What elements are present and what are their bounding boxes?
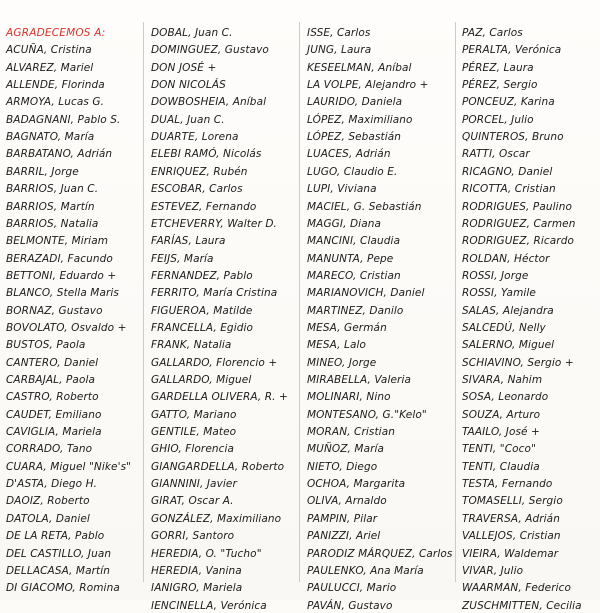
name-entry: DON NICOLÁS bbox=[151, 79, 226, 92]
acknowledgements-heading: AGRADECEMOS A: bbox=[6, 27, 106, 39]
name-entry: BELMONTE, Miriam bbox=[6, 235, 109, 248]
names-column-3 bbox=[307, 26, 457, 612]
name-entry: MARIANOVICH, Daniel bbox=[307, 287, 425, 300]
name-entry: FERRITO, María Cristina bbox=[151, 287, 278, 300]
name-entry: MAGGI, Diana bbox=[307, 217, 382, 230]
name-entry: MONTESANO, G."Kelo" bbox=[307, 408, 427, 421]
name-entry: BARRIOS, Martín bbox=[6, 200, 95, 213]
name-entry: MACIEL, G. Sebastián bbox=[307, 200, 422, 213]
name-entry: MANUNTA, Pepe bbox=[307, 252, 394, 265]
name-entry: ARMOYA, Lucas G. bbox=[6, 96, 105, 109]
name-entry: ROLDAN, Héctor bbox=[462, 252, 550, 265]
name-entry: SOSA, Leonardo bbox=[462, 391, 549, 404]
name-entry: GARDELLA OLIVERA, R. + bbox=[151, 391, 288, 404]
name-entry: MESA, Lalo bbox=[307, 339, 367, 352]
name-entry: TAAILO, José + bbox=[462, 426, 540, 439]
name-entry: ESCOBAR, Carlos bbox=[151, 183, 243, 196]
name-entry: GORRI, Santoro bbox=[151, 530, 235, 543]
name-entry: ALVAREZ, Mariel bbox=[6, 61, 94, 74]
name-entry: VALLEJOS, Cristian bbox=[462, 530, 561, 543]
name-entry: BOVOLATO, Osvaldo + bbox=[6, 321, 127, 334]
name-entry: CANTERO, Daniel bbox=[6, 356, 99, 369]
names-column-4 bbox=[462, 26, 598, 612]
name-entry: MORAN, Cristian bbox=[307, 426, 395, 439]
name-entry: MARECO, Cristian bbox=[307, 269, 401, 282]
name-entry: LUGO, Claudio E. bbox=[307, 165, 398, 178]
name-entry: IANIGRO, Mariela bbox=[151, 582, 243, 595]
name-entry: DON JOSÉ + bbox=[151, 61, 217, 74]
name-entry: FARÍAS, Laura bbox=[151, 235, 226, 248]
name-entry: BUSTOS, Paola bbox=[6, 339, 86, 352]
name-entry: MESA, Germán bbox=[307, 321, 387, 334]
name-entry: DUARTE, Lorena bbox=[151, 131, 239, 144]
name-entry: DI GIACOMO, Romina bbox=[6, 582, 120, 595]
name-entry: BAGNATO, María bbox=[6, 131, 95, 144]
name-entry: SALAS, Alejandra bbox=[462, 304, 554, 317]
name-entry: ELEBI RAMÓ, Nicolás bbox=[151, 148, 262, 161]
name-entry: PÉREZ, Sergio bbox=[462, 79, 538, 92]
name-entry: DATOLA, Daniel bbox=[6, 512, 90, 525]
name-entry: DELLACASA, Martín bbox=[6, 564, 111, 577]
name-entry: BARRIL, Jorge bbox=[6, 165, 79, 178]
name-entry: PERALTA, Verónica bbox=[462, 44, 562, 57]
name-entry: DOBAL, Juan C. bbox=[151, 27, 233, 39]
name-entry: RICOTTA, Cristian bbox=[462, 183, 556, 196]
name-entry: JUNG, Laura bbox=[307, 44, 372, 57]
name-entry: PAMPIN, Pilar bbox=[307, 512, 378, 525]
name-entry: SCHIAVINO, Sergio + bbox=[462, 356, 574, 369]
name-entry: CARBAJAL, Paola bbox=[6, 374, 96, 386]
name-entry: PAZ, Carlos bbox=[462, 27, 523, 39]
name-entry: LUPI, Viviana bbox=[307, 183, 377, 196]
name-entry: GALLARDO, Florencio + bbox=[151, 356, 278, 369]
name-entry: NIETO, Diego bbox=[307, 460, 378, 473]
name-entry: GIRAT, Oscar A. bbox=[151, 495, 234, 508]
name-entry: OLIVA, Arnaldo bbox=[307, 495, 387, 508]
name-entry: ETCHEVERRY, Walter D. bbox=[151, 217, 277, 230]
name-entry: DUAL, Juan C. bbox=[151, 113, 225, 126]
name-entry: TOMASELLI, Sergio bbox=[462, 495, 563, 508]
name-entry: LÓPEZ, Sebastián bbox=[307, 131, 402, 144]
name-entry: ISSE, Carlos bbox=[307, 27, 371, 39]
name-entry: ESTEVEZ, Fernando bbox=[151, 200, 257, 213]
name-entry: PAULENKO, Ana María bbox=[307, 564, 424, 577]
name-entry: DAOIZ, Roberto bbox=[6, 495, 90, 508]
name-entry: HEREDIA, Vanina bbox=[151, 564, 242, 577]
name-entry: PARODIZ MÁRQUEZ, Carlos bbox=[307, 547, 453, 560]
name-entry: PANIZZI, Ariel bbox=[307, 530, 381, 543]
name-entry: GENTILE, Mateo bbox=[151, 426, 237, 439]
name-entry: GIANGARDELLA, Roberto bbox=[151, 460, 285, 473]
name-entry: CAVIGLIA, Mariela bbox=[6, 426, 102, 439]
name-entry: CAUDET, Emiliano bbox=[6, 408, 102, 421]
name-entry: VIEIRA, Waldemar bbox=[462, 547, 559, 560]
names-column-2 bbox=[151, 26, 299, 612]
name-entry: MARTINEZ, Danilo bbox=[307, 304, 404, 317]
name-entry: RODRIGUES, Paulino bbox=[462, 200, 572, 213]
name-entry: RODRIGUEZ, Ricardo bbox=[462, 235, 574, 248]
name-entry: FRANK, Natalia bbox=[151, 339, 232, 352]
name-entry: LA VOLPE, Alejandro + bbox=[307, 79, 429, 92]
name-entry: RATTI, Oscar bbox=[462, 148, 530, 161]
name-entry: RODRIGUEZ, Carmen bbox=[462, 217, 576, 230]
name-entry: FEIJS, María bbox=[151, 252, 214, 265]
name-entry: SOUZA, Arturo bbox=[462, 408, 541, 421]
name-entry: ZUSCHMITTEN, Cecilia bbox=[462, 599, 582, 612]
name-entry: D'ASTA, Diego H. bbox=[6, 478, 98, 491]
name-entry: BETTONI, Eduardo + bbox=[6, 269, 117, 282]
name-entry: GHIO, Florencia bbox=[151, 443, 235, 456]
name-entry: TESTA, Fernando bbox=[462, 478, 553, 491]
name-entry: BARRIOS, Natalia bbox=[6, 217, 99, 230]
name-entry: GONZÁLEZ, Maximiliano bbox=[151, 512, 282, 525]
name-entry: RICAGNO, Daniel bbox=[462, 165, 553, 178]
name-entry: IENCINELLA, Verónica bbox=[151, 599, 267, 612]
name-entry: BERAZADI, Facundo bbox=[6, 252, 113, 265]
name-entry: PONCEUZ, Karina bbox=[462, 96, 555, 109]
name-entry: MANCINI, Claudia bbox=[307, 235, 401, 248]
name-entry: MINEO, Jorge bbox=[307, 356, 377, 369]
name-entry: GATTO, Mariano bbox=[151, 408, 237, 421]
name-entry: SALCEDÚ, Nelly bbox=[462, 321, 546, 334]
name-entry: MUÑOZ, María bbox=[307, 443, 385, 456]
name-entry: GIANNINI, Javier bbox=[151, 478, 237, 491]
name-entry: LAURIDO, Daniela bbox=[307, 96, 403, 109]
names-column-1 bbox=[6, 26, 142, 600]
name-entry: MOLINARI, Nino bbox=[307, 391, 391, 404]
name-entry: TRAVERSA, Adrián bbox=[462, 512, 560, 525]
name-entry: FERNANDEZ, Pablo bbox=[151, 269, 253, 282]
name-entry: PÉREZ, Laura bbox=[462, 61, 534, 74]
name-entry: QUINTEROS, Bruno bbox=[462, 131, 564, 144]
name-entry: CORRADO, Tano bbox=[6, 443, 93, 456]
name-entry: ROSSI, Yamile bbox=[462, 287, 536, 300]
name-entry: BARRIOS, Juan C. bbox=[6, 183, 99, 196]
name-entry: FIGUEROA, Matilde bbox=[151, 304, 253, 317]
name-entry: SIVARA, Nahim bbox=[462, 374, 543, 386]
name-entry: ACUÑA, Cristina bbox=[6, 44, 92, 57]
name-entry: TENTI, Claudia bbox=[462, 460, 540, 473]
name-entry: CUARA, Miguel "Nike's" bbox=[6, 460, 132, 473]
name-entry: BLANCO, Stella Maris bbox=[6, 287, 119, 300]
name-entry: DE LA RETA, Pablo bbox=[6, 530, 105, 543]
name-entry: PAULUCCI, Mario bbox=[307, 582, 397, 595]
name-entry: DOWBOSHEIA, Aníbal bbox=[151, 96, 267, 109]
name-entry: PORCEL, Julio bbox=[462, 113, 534, 126]
name-entry: BADAGNANI, Pablo S. bbox=[6, 113, 121, 126]
name-entry: TENTI, "Coco" bbox=[462, 443, 537, 456]
name-entry: ALLENDE, Florinda bbox=[6, 79, 105, 92]
name-entry: SALERNO, Miguel bbox=[462, 339, 555, 352]
name-entry: ROSSI, Jorge bbox=[462, 269, 529, 282]
name-entry: BARBATANO, Adrián bbox=[6, 148, 113, 161]
name-entry: ENRIQUEZ, Rubén bbox=[151, 165, 248, 178]
name-entry: VIVAR, Julio bbox=[462, 564, 524, 577]
name-entry: KESEELMAN, Aníbal bbox=[307, 61, 412, 74]
name-entry: OCHOA, Margarita bbox=[307, 478, 406, 491]
name-entry: WAARMAN, Federico bbox=[462, 582, 572, 595]
name-entry: CASTRO, Roberto bbox=[6, 391, 99, 404]
name-entry: LUACES, Adrián bbox=[307, 148, 391, 161]
name-entry: FRANCELLA, Egidio bbox=[151, 321, 254, 334]
name-entry: MIRABELLA, Valeria bbox=[307, 374, 412, 386]
name-entry: BORNAZ, Gustavo bbox=[6, 304, 103, 317]
name-entry: LÓPEZ, Maximiliano bbox=[307, 113, 413, 126]
names-columns bbox=[0, 26, 600, 612]
name-entry: DEL CASTILLO, Juan bbox=[6, 547, 112, 560]
name-entry: DOMINGUEZ, Gustavo bbox=[151, 44, 269, 57]
name-entry: HEREDIA, O. "Tucho" bbox=[151, 547, 262, 560]
name-entry: PAVÁN, Gustavo bbox=[307, 599, 393, 612]
name-entry: GALLARDO, Miguel bbox=[151, 374, 252, 386]
